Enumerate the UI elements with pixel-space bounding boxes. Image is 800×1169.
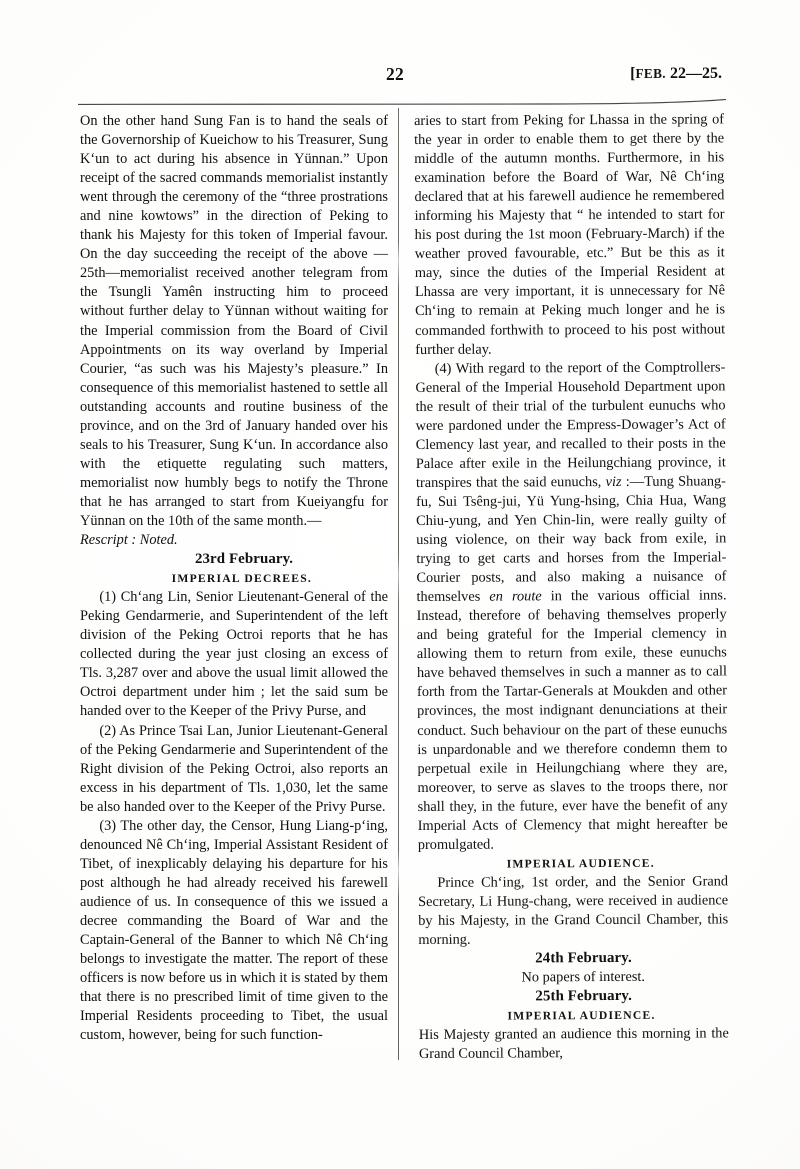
decree-4-part-a: (4) With regard to the report of the Comptrollers-General of the Imperial Household Department upon the result of their trial of the turbulent eunuchs who were pardoned under the Empress-Dowager’s Act of Clemency last year, and recalled to their posts in the Palace after exile in the Heilungchiang province, it transpires that the said eunuchs, (415, 358, 726, 491)
section-heading-imperial-audience-1: IMPERIAL AUDIENCE. (506, 856, 655, 871)
decree-4-part-b: :—Tung Shuang-fu, Sui Tsêng-jui, Yü Yung-hsing, Chia Hua, Wang Chiu-yung, and Yen Chin-lin, were really guilty of using violence, on their way back from exile, in trying to get carts and horses from the Imperial-Courier posts, and also making a nuisance of themselves (415, 473, 727, 606)
section-heading-imperial-decrees: IMPERIAL DECREES. (171, 572, 313, 586)
decree-4-viz: viz (605, 473, 622, 490)
column-divider (398, 108, 399, 1060)
paragraph-sung-fan-memorial: On the other hand Sung Fan is to hand the seals of the Governorship of Kueichow to his Treasurer, Sung K‘un to act during his absence in Yünnan.” Upon receipt of the sacred commands memorialist instantly went through the ceremony of the “three prostrations and nine kowtows” in the direction of Peking to thank his Majesty for this token of Imperial favour. On the day succeeding the receipt of the above —25th—memorialist received another telegram from the Tsungli Yamên instructing him to proceed without further delay to Yünnan without waiting for the Imperial commission from the Board of Civil Appointments on its way overland by Imperial Courier, “as such was his Majesty’s pleasure.” In consequence of this memorialist hastened to settle all outstanding accounts and routine business of the province, and on the 3rd of January handed over his seals to his Treasurer, Sung K‘un. In accordance also with the etiquette regulating such matters, memorialist now humbly begs to notify the Throne that he has arranged to start from Kueiyangfu for Yünnan on the 10th of the same month.— (80, 113, 388, 529)
running-head (78, 64, 722, 90)
paragraph-decree-3-continuation: aries to start from Peking for Lhassa in the spring of the year in order to enable them to get there by the middle of the autumn months. Furthermore, in his examination before the Board of War, Nê Ch‘ing declared that at his farewell audience he remembered informing his Majesty that “ he intended to start for his post during the 1st moon (February-March) if the weather proved favourable, etc.” But be this as it may, since the duties of the Imperial Resident at Lhassa are very important, it is unnecessary for Nê Ch‘ing to remain at Peking much longer and he is commanded forthwith to proceed to his post without further delay. (414, 111, 726, 358)
no-papers-of-interest: No papers of interest. (521, 968, 645, 986)
right-column (414, 110, 729, 1064)
left-column (80, 112, 388, 1045)
rescript-line: Rescript : Noted. (80, 532, 178, 549)
date-heading-23-february: 23rd February. (194, 551, 294, 568)
decree-2: (2) As Prince Tsai Lan, Junior Lieutenant-General of the Peking Gendarmerie and Superintendent of the Right division of the Peking Octroi, also reports an excess in his department of Tls. 1,030, let the same be also handed over to the Keeper of the Privy Purse. (80, 722, 388, 815)
date-heading-24-february: 24th February. (535, 949, 632, 967)
header-rule (78, 99, 726, 107)
decree-1: (1) Ch‘ang Lin, Senior Lieutenant-General of the Peking Gendarmerie, and Superintendent of the left division of the Peking Octroi reports that he has collected during the year just closing an excess of Tls. 3,287 over and above the usual limit allowed the Octroi department under him ; let the said sum be handed over to the Keeper of the Privy Purse, and (80, 589, 388, 720)
decree-4 (415, 358, 728, 855)
page-number: 22 (386, 64, 404, 84)
decree-4-part-c: in the various official inns. Instead, therefore of behaving themselves properly and being grateful for the Imperial clemency in allowing them to return from exile, these eunuchs have behaved themselves in such a manner as to call forth from the Tartar-Generals at Moukden and other provinces, the most indignant denunciations at their conduct. Such behaviour on the part of these eunuchs is unpardonable and we therefore condemn them to perpetual exile in Heilungchiang where they are, moreover, to serve as slaves to the troops there, nor shall they, in the future, ever have the benefit of any Imperial Acts of Clemency that might hereafter be promulgated. (416, 587, 728, 853)
date-heading-25-february: 25th February. (535, 988, 632, 1005)
section-heading-imperial-audience-2: IMPERIAL AUDIENCE. (507, 1008, 656, 1023)
running-head-month: FEB. (635, 66, 666, 81)
decree-3: (3) The other day, the Censor, Hung Liang-p‘ing, denounced Nê Ch‘ing, Imperial Assistant Resident of Tibet, of inexplicably delaying his departure for his post although he had already received his farewell audience of us. In consequence of this we issued a decree commanding the Board of War and the Captain-General of the Banner to which Nê Ch‘ing belongs to investigate the matter. The report of these officers is now before us in which it is stated by them that there is no prescribed limit of time given to the Imperial Residents proceeding to Tibet, the usual custom, however, being for such function- (80, 817, 388, 1044)
paragraph-audience-1: Prince Ch‘ing, 1st order, and the Senior Grand Secretary, Li Hung-chang, were received in audience by his Majesty, in the Grand Council Chamber, this morning. (418, 873, 729, 949)
paragraph-audience-2: His Majesty granted an audience this morning in the Grand Council Chamber, (418, 1025, 729, 1063)
running-head-date: [FEB. 22—25. (630, 65, 722, 82)
decree-4-en-route: en route (489, 588, 542, 605)
